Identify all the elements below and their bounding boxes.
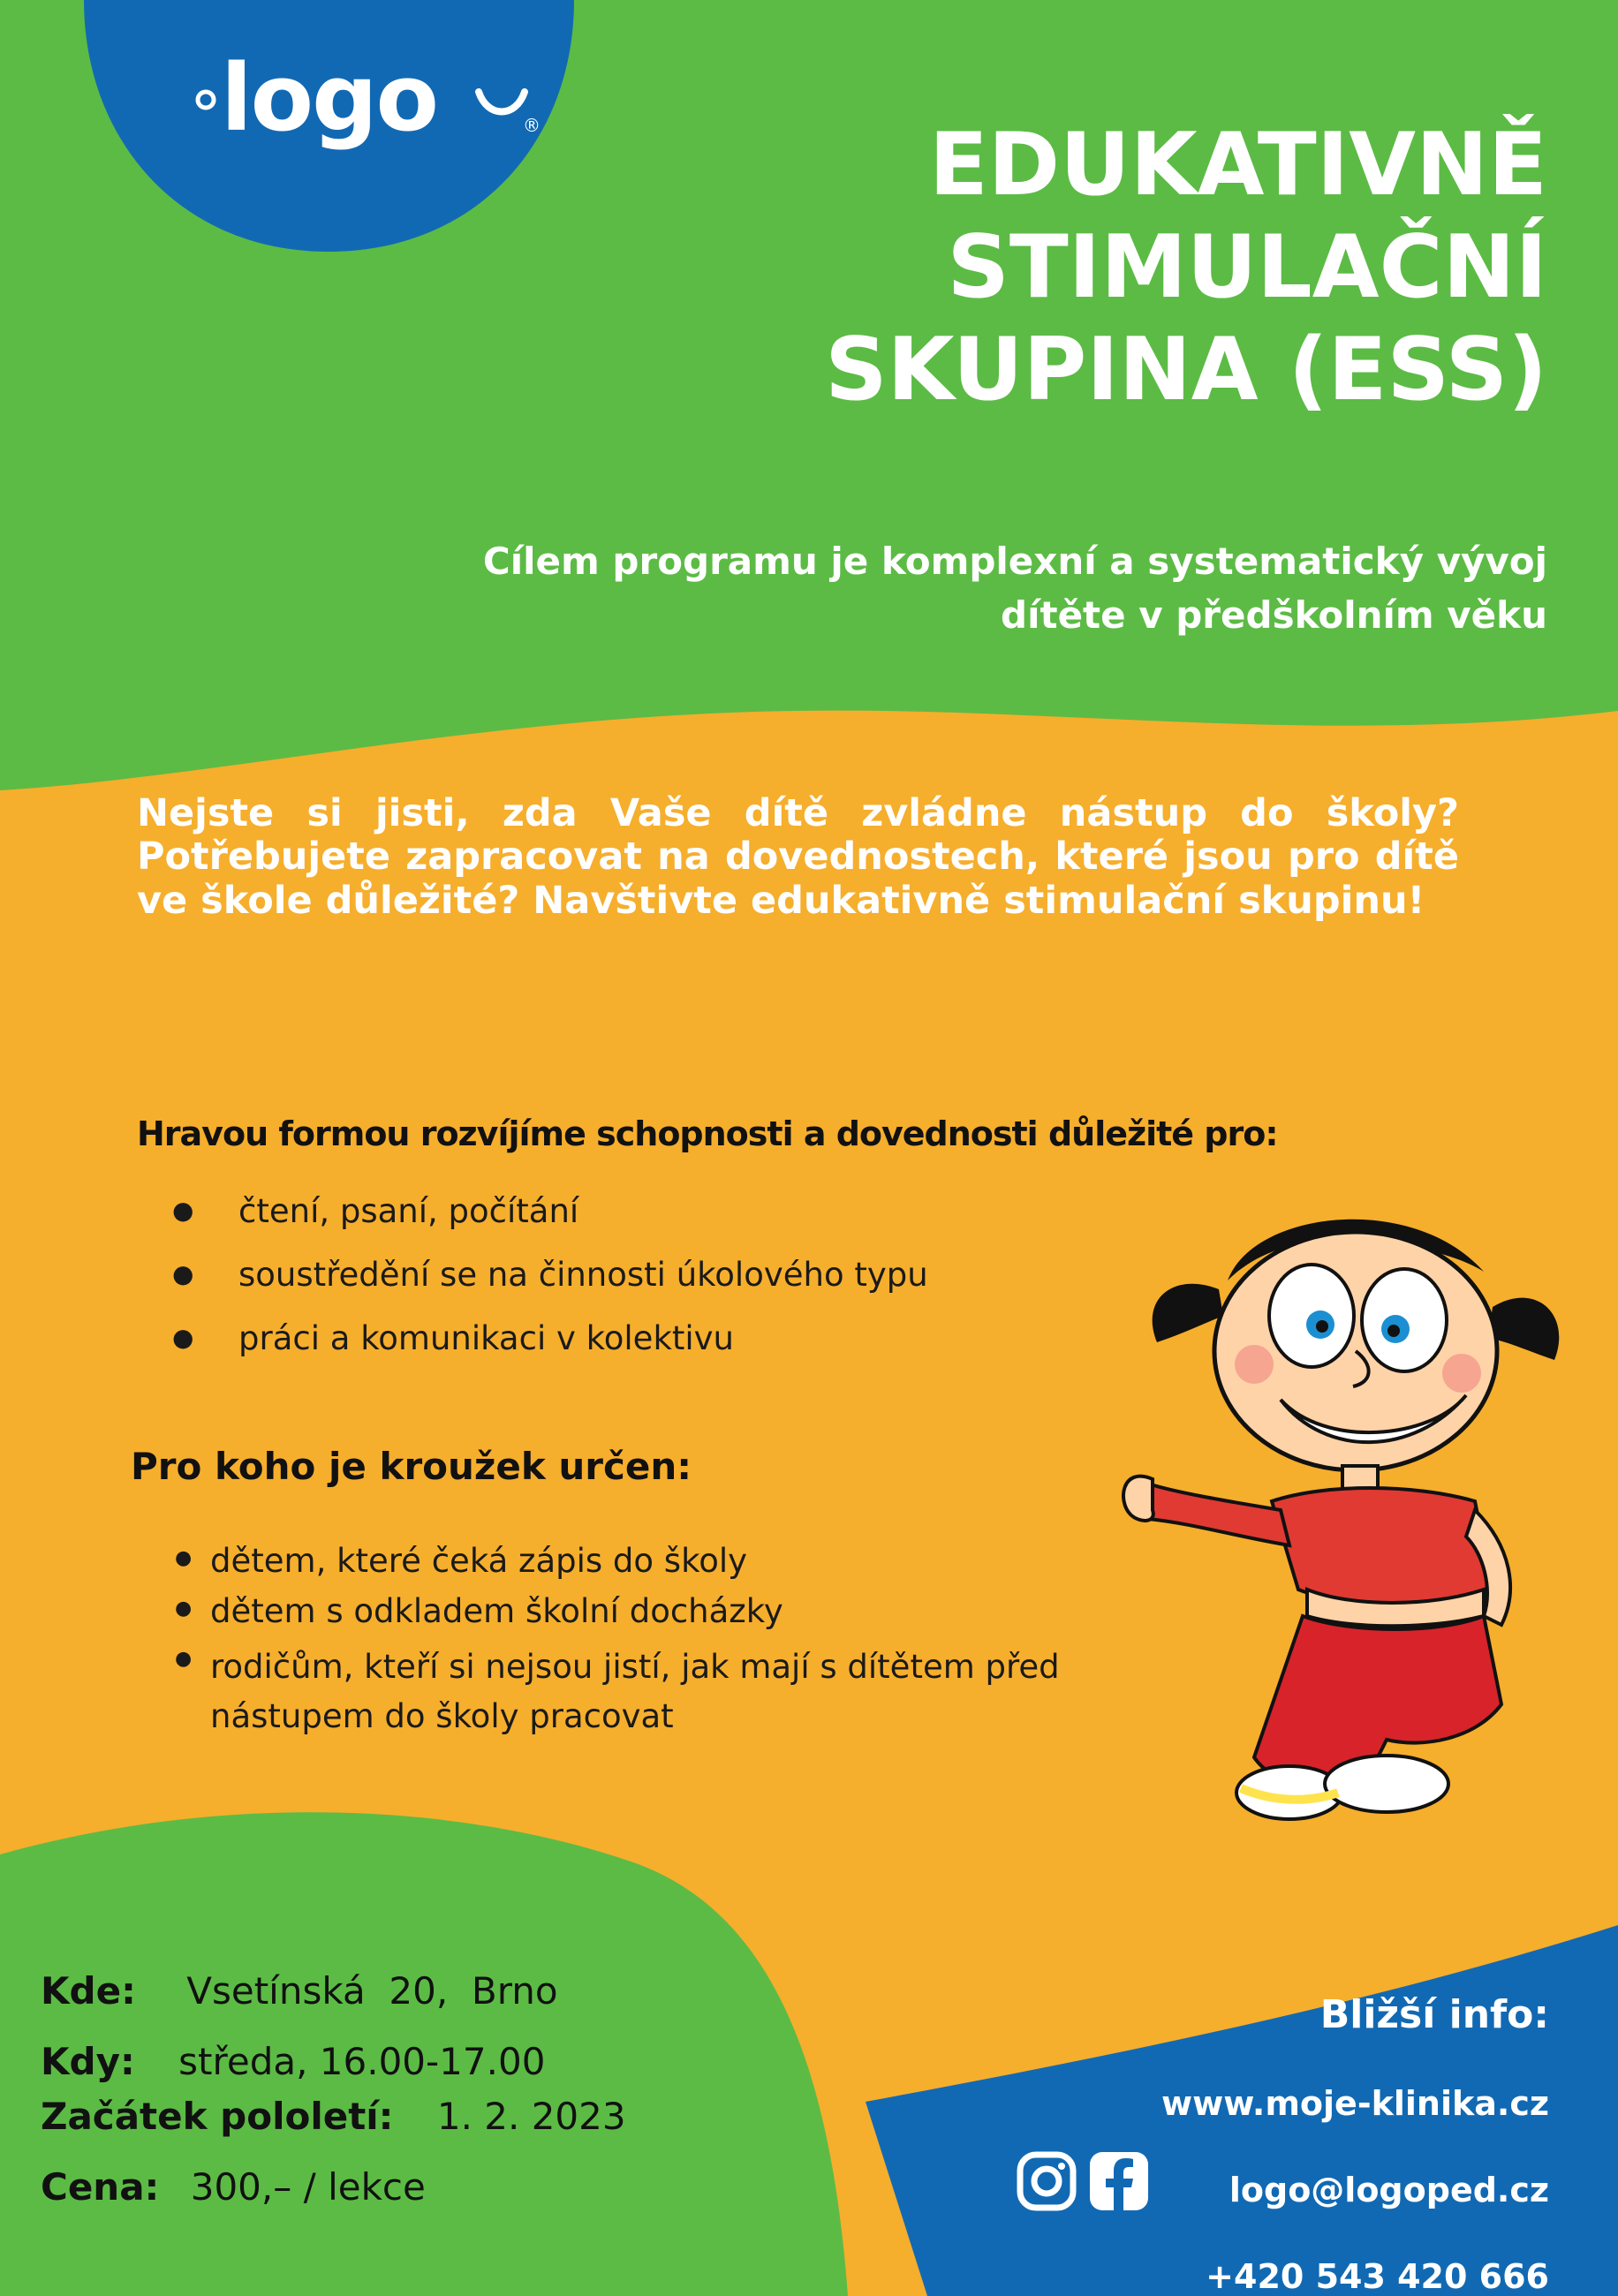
cartoon-girl-illustration: [1122, 1174, 1572, 1828]
bullet-icon: ●: [175, 1648, 193, 1670]
event-details: [41, 1969, 835, 2209]
detail-where: Kde: Vsetínská 20, Brno: [41, 1969, 558, 2013]
title-line-2: STIMULAČNÍ: [947, 217, 1547, 318]
phone-number[interactable]: +420 543 420 666: [1206, 2257, 1549, 2296]
detail-start: Začátek pololetí: 1. 2. 2023: [41, 2095, 626, 2138]
logo-text: logo: [221, 44, 437, 152]
title-line-1: EDUKATIVNĚ: [928, 115, 1547, 215]
registered-mark: ®: [523, 115, 541, 136]
contact-heading: Bližší info:: [1319, 1992, 1549, 2037]
detail-price: Cena: 300,– / lekce: [41, 2165, 426, 2209]
bullet-icon: ●: [172, 1323, 194, 1352]
subtitle: [311, 535, 1547, 643]
title-line-3: SKUPINA (ESS): [825, 320, 1547, 420]
brand-logo: [194, 44, 565, 152]
bullet-icon: ●: [175, 1547, 193, 1569]
list-item: ● soustředění se na činnosti úkolového typu: [172, 1256, 928, 1294]
intro-paragraph: Nejste si jisti, zda Vaše dítě zvládne nástup do školy? Potřebujete zapracovat na dovednostech, které jsou pro dítě ve škole důležité? Navštivte edukativně stimulační skupinu!: [137, 791, 1459, 923]
contact-info: [931, 1992, 1549, 2296]
audience-heading: Pro koho je kroužek určen:: [131, 1445, 692, 1488]
detail-when: Kdy: středa, 16.00-17.00: [41, 2040, 546, 2083]
instagram-icon[interactable]: [1016, 2150, 1077, 2212]
subtitle-line-1: Cílem programu je komplexní a systematický vývoj: [482, 540, 1547, 583]
bullet-icon: ●: [172, 1259, 194, 1288]
list-item: ● čtení, psaní, počítání: [172, 1192, 579, 1230]
list-item: ● rodičům, kteří si nejsou jistí, jak mají s dítětem před nástupem do školy pracovat: [175, 1648, 1060, 1735]
list-item: ● dětem, které čeká zápis do školy: [175, 1542, 748, 1580]
audience-list: [175, 1542, 1191, 1741]
bullet-icon: ●: [172, 1196, 194, 1225]
website-link[interactable]: www.moje-klinika.cz: [1161, 2084, 1549, 2123]
email-link[interactable]: logo@logoped.cz: [1229, 2171, 1549, 2209]
facebook-icon[interactable]: [1088, 2150, 1150, 2212]
logo-dot-icon: [194, 88, 217, 111]
skills-list: [172, 1192, 1144, 1383]
page-title: [576, 115, 1547, 420]
logo-smile-icon: [475, 87, 528, 122]
subtitle-line-2: dítěte v předškolním věku: [1001, 593, 1547, 637]
bullet-icon: ●: [175, 1597, 193, 1620]
skills-heading: Hravou formou rozvíjíme schopnosti a dovednosti důležité pro:: [137, 1114, 1278, 1153]
list-item: ● dětem s odkladem školní docházky: [175, 1592, 783, 1630]
list-item: ● práci a komunikaci v kolektivu: [172, 1319, 734, 1357]
